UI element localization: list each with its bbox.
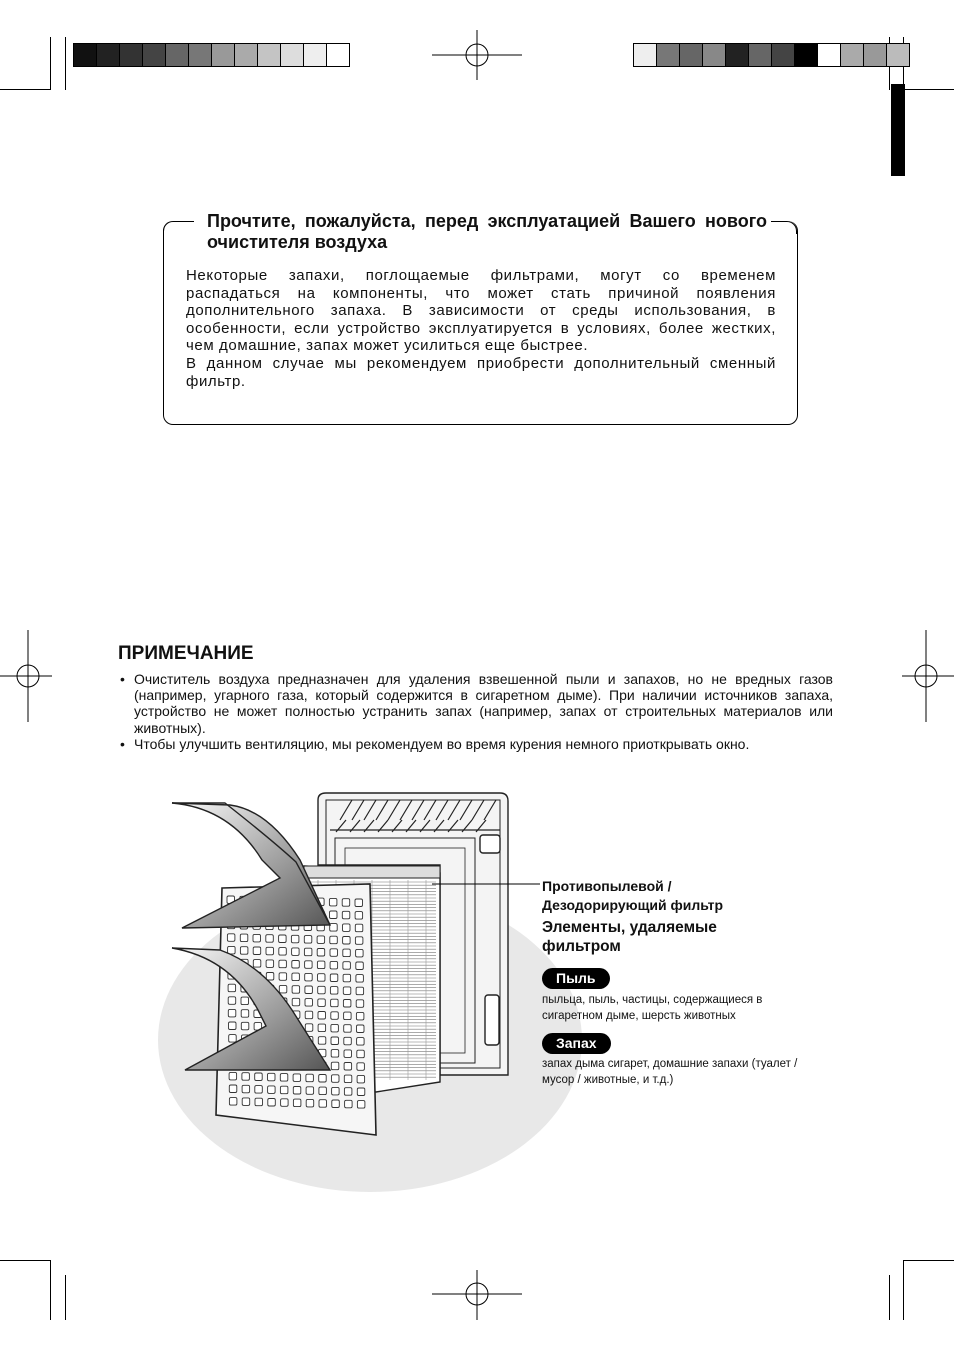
dust-badge: Пыль: [542, 968, 610, 989]
note-heading: ПРИМЕЧАНИЕ: [118, 643, 254, 664]
filter-label-line: Противопылевой /: [542, 878, 672, 894]
odor-badge: Запах: [542, 1033, 611, 1054]
notice-paragraph: В данном случае мы рекомендуем приобрести дополнительный сменный фильтр.: [186, 354, 776, 390]
list-item: • Очиститель воздуха предназначен для удаления взвешенной пыли и запахов, но не вредных газов (например, угарного газа, который содержится в сигаретном дыме). При наличии источников запаха, устройство не может полностью устранить запах (например, запах от строительных материалов или животных).: [118, 671, 833, 736]
notice-paragraph: Некоторые запахи, поглощаемые фильтрами, могут со временем распадаться на компоненты, что может стать причиной появления дополнительного запаха. В зависимости от среды использования, в особенности, если устройство эксплуатируется в условиях, более жестких, чем домашние, запах может усилиться еще быстрее.: [186, 267, 776, 355]
dust-description: пыльца, пыль, частицы, содержащиеся в сигаретном дыме, шерсть животных: [542, 994, 763, 1022]
list-item: • Чтобы улучшить вентиляцию, мы рекомендуем во время курения немного приоткрывать окно.: [118, 736, 833, 752]
odor-description: запах дыма сигарет, домашние запахи (туалет / мусор / животные, и т.д.): [542, 1058, 798, 1086]
filter-label-line: Дезодорирующий фильтр: [542, 897, 724, 913]
removable-elements-label: Элементы, удаляемые фильтром: [542, 919, 717, 955]
notice-title: Прочтите, пожалуйста, перед эксплуатацией Вашего нового очистителя воздуха: [203, 211, 771, 253]
filter-label: [542, 877, 723, 915]
